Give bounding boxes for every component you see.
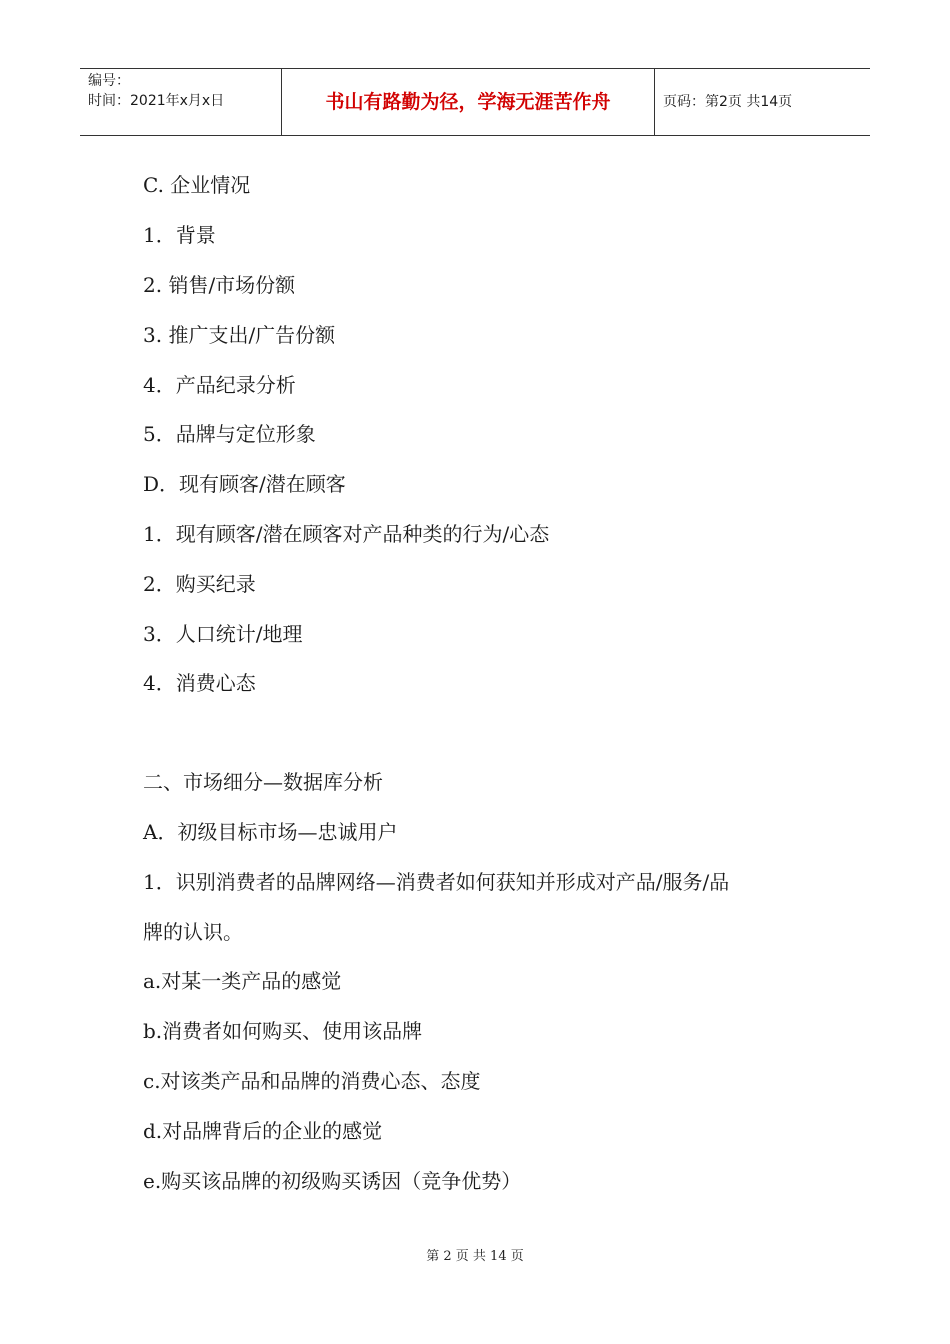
text-line: 1．现有顾客/潜在顾客对产品种类的行为/心态 xyxy=(143,522,550,546)
text-line: 2．购买纪录 xyxy=(143,572,256,596)
document-date: 时间：2021年x月x日 xyxy=(88,93,225,109)
text-line: 牌的认识。 xyxy=(143,920,243,944)
text-line: 3. 推广支出/广告份额 xyxy=(143,323,336,347)
text-line: 5．品牌与定位形象 xyxy=(143,422,316,446)
header-page-info: 页码：第2页 共14页 xyxy=(663,94,793,110)
text-line: 4．消费心态 xyxy=(143,671,256,695)
header-motto: 书山有路勤为径，学海无涯苦作舟 xyxy=(282,69,655,135)
text-line: D．现有顾客/潜在顾客 xyxy=(143,472,346,496)
text-line: 4．产品纪录分析 xyxy=(143,373,296,397)
section-heading: 二、市场细分—数据库分析 xyxy=(143,770,383,794)
document-header xyxy=(80,68,870,136)
text-line: b.消费者如何购买、使用该品牌 xyxy=(143,1019,423,1043)
text-line: 1．识别消费者的品牌网络—消费者如何获知并形成对产品/服务/品 xyxy=(143,870,730,894)
text-line: C. 企业情况 xyxy=(143,173,251,197)
text-line: a.对某一类产品的感觉 xyxy=(143,969,342,993)
header-meta-cell xyxy=(80,69,282,135)
text-line: A．初级目标市场—忠诚用户 xyxy=(143,820,398,844)
text-line: e.购买该品牌的初级购买诱因（竞争优势） xyxy=(143,1169,522,1193)
text-line: 2. 销售/市场份额 xyxy=(143,273,296,297)
document-number-label: 编号： xyxy=(88,73,130,89)
page-footer: 第 2 页 共 14 页 xyxy=(426,1249,524,1264)
text-line: d.对品牌背后的企业的感觉 xyxy=(143,1119,383,1143)
text-line: 1．背景 xyxy=(143,223,216,247)
text-line: 3．人口统计/地理 xyxy=(143,622,303,646)
text-line: c.对该类产品和品牌的消费心态、态度 xyxy=(143,1069,481,1093)
